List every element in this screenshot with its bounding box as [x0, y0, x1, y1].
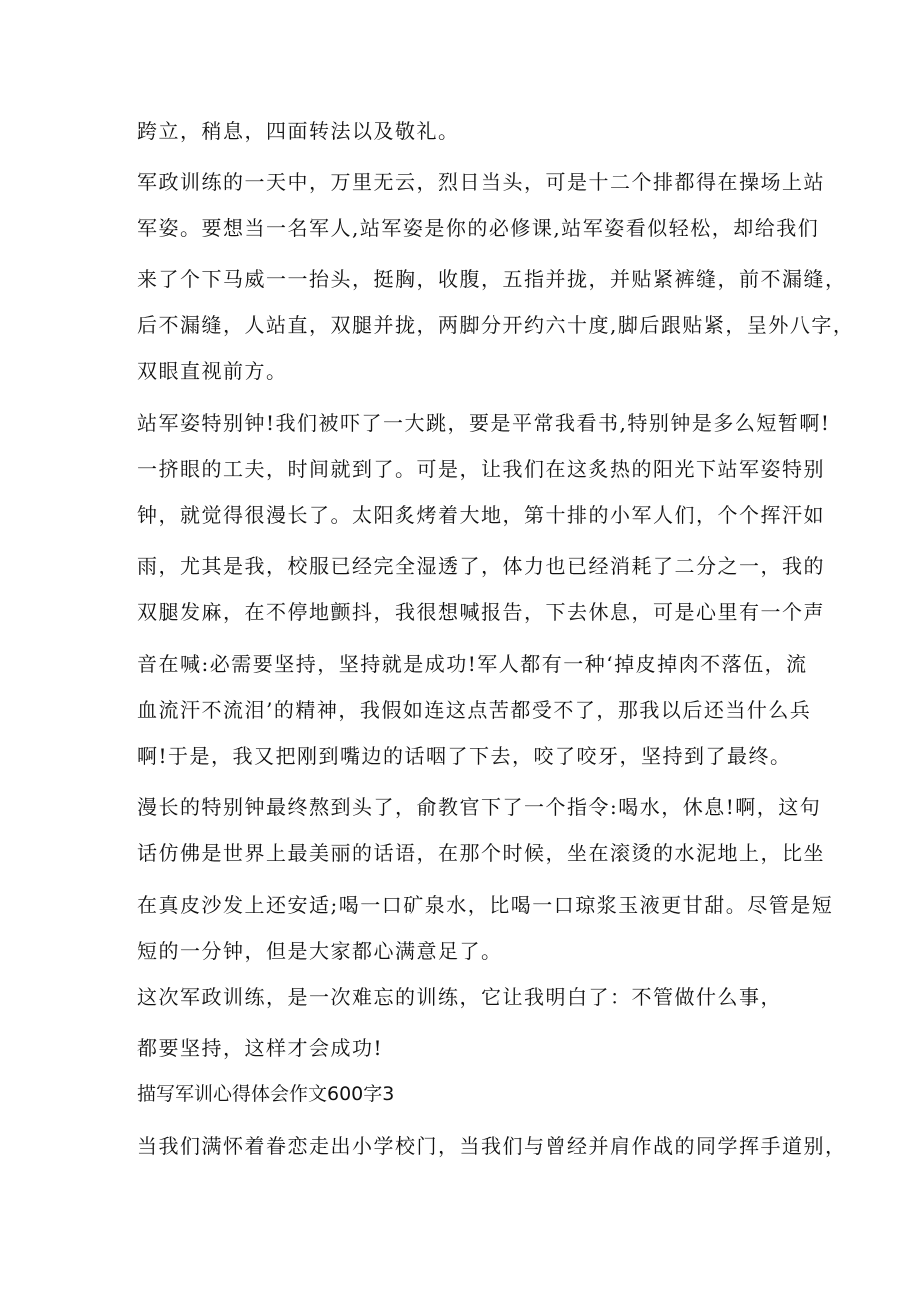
text-line: 话仿佛是世界上最美丽的话语，在那个时候，坐在滚烫的水泥地上，比坐 [137, 841, 825, 865]
text-line: 漫长的特别钟最终熬到头了，俞教官下了一个指令:喝水，休息!啊，这句 [137, 795, 822, 819]
text-line: 军姿。要想当一名军人,站军姿是你的必修课,站军姿看似轻松，却给我们 [137, 216, 820, 240]
text-line: 血流汗不流泪’的精神，我假如连这点苦都受不了，那我以后还当什么兵 [137, 698, 812, 722]
text-line: 这次军政训练，是一次难忘的训练，它让我明白了：不管做什么事， [137, 985, 782, 1009]
text-line: 啊!于是，我又把刚到嘴边的话咽了下去，咬了咬牙，坚持到了最终。 [137, 744, 792, 768]
text-line: 当我们满怀着眷恋走出小学校门，当我们与曾经并肩作战的同学挥手道别， [137, 1134, 847, 1158]
text-line: 来了个下马威一一抬头，挺胸，收腹，五指并拢，并贴紧裤缝，前不漏缝， [137, 267, 847, 291]
text-line: 跨立，稍息，四面转法以及敬礼。 [137, 119, 460, 143]
text-line: 短的一分钟，但是大家都心满意足了。 [137, 939, 503, 963]
section-heading: 描写军训心得体会作文600字3 [137, 1083, 395, 1105]
text-line: 音在喊:必需要坚持，坚持就是成功!军人都有一种‘掉皮掉肉不落伍，流 [137, 652, 808, 676]
text-line: 双眼直视前方。 [137, 359, 288, 383]
text-line: 后不漏缝，人站直，双腿并拢，两脚分开约六十度,脚后跟贴紧，呈外八字， [137, 313, 855, 337]
text-line: 站军姿特别钟!我们被吓了一大跳，要是平常我看书,特别钟是多么短暂啊! [137, 411, 831, 435]
text-line: 军政训练的一天中，万里无云，烈日当头，可是十二个排都得在操场上站 [137, 170, 825, 194]
text-line: 在真皮沙发上还安适;喝一口矿泉水，比喝一口琼浆玉液更甘甜。尽管是短 [137, 893, 834, 917]
text-line: 一挤眼的工夫，时间就到了。可是，让我们在这炙热的阳光下站军姿特别 [137, 457, 825, 481]
text-line: 双腿发麻，在不停地颤抖，我很想喊报告，下去休息，可是心里有一个声 [137, 600, 825, 624]
text-line: 钟，就觉得很漫长了。太阳炙烤着大地，第十排的小军人们，个个挥汗如 [137, 503, 825, 527]
text-line: 雨，尤其是我，校服已经完全湿透了，体力也已经消耗了二分之一，我的 [137, 554, 825, 578]
text-line: 都要坚持，这样才会成功! [137, 1036, 384, 1060]
